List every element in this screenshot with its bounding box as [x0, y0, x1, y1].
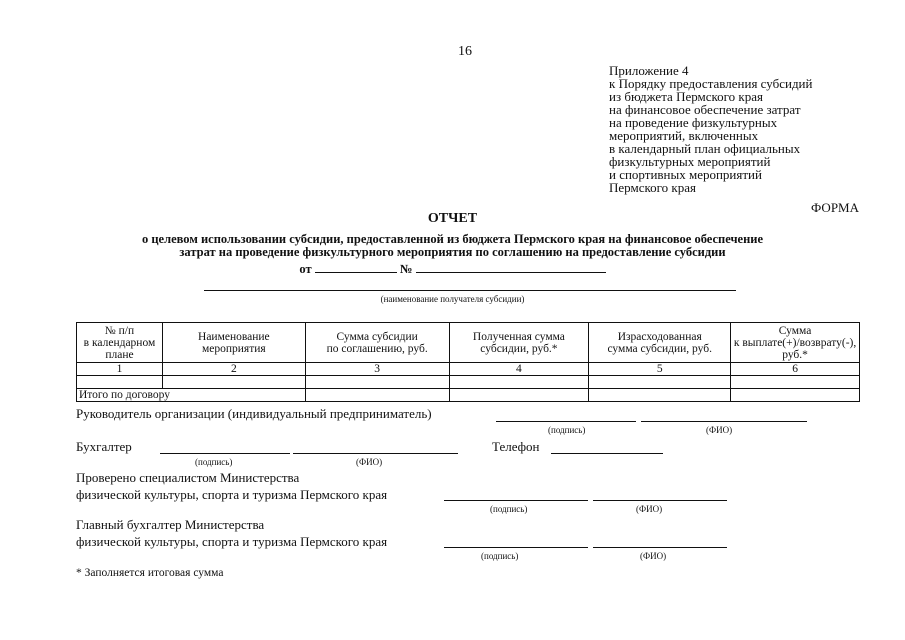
appendix-line: физкультурных мероприятий — [609, 154, 771, 169]
signature-caption: (подпись) — [195, 457, 233, 467]
name-caption: (ФИО) — [356, 457, 383, 467]
table-cell[interactable] — [305, 389, 449, 402]
table-row — [77, 376, 860, 389]
appendix-line: мероприятий, включенных — [609, 128, 759, 143]
appendix-line: на финансовое обеспечение затрат — [609, 102, 801, 117]
agreement-number-field[interactable] — [416, 261, 606, 273]
column-number-cell: 2 — [162, 363, 305, 376]
accountant-signature-field[interactable] — [160, 453, 290, 454]
appendix-block — [609, 64, 812, 194]
chief-name-field[interactable] — [593, 547, 727, 548]
specialist-signature-field[interactable] — [444, 500, 588, 501]
signature-caption: (подпись) — [548, 425, 586, 435]
ministry-check-label: Проверено специалистом Министерства — [76, 470, 300, 485]
header-cell: Сумма к выплате(+)/возврату(-), руб.* — [731, 323, 860, 363]
table-header-row — [77, 323, 860, 363]
appendix-line: Приложение 4 — [609, 63, 689, 78]
appendix-line: на проведение физкультурных — [609, 115, 778, 130]
specialist-name-field[interactable] — [593, 500, 727, 501]
table-cell[interactable] — [449, 376, 589, 389]
column-number-cell: 6 — [731, 363, 860, 376]
report-table — [76, 322, 860, 402]
table-cell[interactable] — [162, 376, 305, 389]
form-label: ФОРМА — [811, 200, 859, 215]
recipient-caption: (наименование получателя субсидии) — [380, 294, 525, 304]
date-field[interactable] — [315, 261, 397, 273]
chief-signature-field[interactable] — [444, 547, 588, 548]
report-subtitle-line1: о целевом использовании субсидии, предоставленной из бюджета Пермского края на финансовое обеспечение — [141, 232, 764, 246]
phone-field[interactable] — [551, 453, 663, 454]
chief-accountant-label: Главный бухгалтер Министерства — [76, 517, 265, 532]
table-cell[interactable] — [77, 376, 163, 389]
signature-caption: (подпись) — [481, 551, 519, 561]
appendix-line: Пермского края — [609, 180, 696, 195]
accountant-label: Бухгалтер — [76, 439, 132, 454]
total-label: Итого по договору — [77, 389, 306, 402]
column-number-cell: 3 — [305, 363, 449, 376]
head-signature-field[interactable] — [496, 421, 636, 422]
page-number: 16 — [458, 44, 472, 59]
signature-caption: (подпись) — [490, 504, 528, 514]
appendix-line: и спортивных мероприятий — [609, 167, 762, 182]
total-row — [77, 389, 860, 402]
footnote: * Заполняется итоговая сумма — [76, 567, 224, 579]
head-name-field[interactable] — [641, 421, 807, 422]
header-cell: Полученная сумма субсидии, руб.* — [449, 323, 589, 363]
name-caption: (ФИО) — [706, 425, 733, 435]
header-cell: Сумма субсидии по соглашению, руб. — [305, 323, 449, 363]
table-cell[interactable] — [305, 376, 449, 389]
phone-label: Телефон — [492, 439, 540, 454]
column-number-cell: 5 — [589, 363, 731, 376]
report-title: ОТЧЕТ — [427, 211, 478, 226]
table-cell[interactable] — [449, 389, 589, 402]
name-caption: (ФИО) — [636, 504, 663, 514]
ministry-name-label: физической культуры, спорта и туризма Пермского края — [76, 534, 388, 549]
table-cell[interactable] — [589, 389, 731, 402]
column-number-cell: 4 — [449, 363, 589, 376]
header-cell: Наименование мероприятия — [162, 323, 305, 363]
accountant-name-field[interactable] — [293, 453, 458, 454]
column-number-row — [77, 363, 860, 376]
appendix-line: в календарный план официальных — [609, 141, 801, 156]
date-number-line — [0, 261, 905, 276]
number-label: № — [399, 262, 413, 276]
table-cell[interactable] — [589, 376, 731, 389]
header-cell: № п/п в календарном плане — [77, 323, 163, 363]
report-subtitle-line2: затрат на проведение физкультурного мероприятия по соглашению на предоставление субсидии — [179, 245, 726, 259]
appendix-line: из бюджета Пермского края — [609, 89, 764, 104]
ministry-name-label: физической культуры, спорта и туризма Пермского края — [76, 487, 388, 502]
from-label: от — [299, 262, 312, 276]
recipient-name-field[interactable] — [204, 290, 736, 291]
table-cell[interactable] — [731, 389, 860, 402]
appendix-line: к Порядку предоставления субсидий — [609, 76, 813, 91]
name-caption: (ФИО) — [640, 551, 667, 561]
table-cell[interactable] — [731, 376, 860, 389]
column-number-cell: 1 — [77, 363, 163, 376]
header-cell: Израсходованная сумма субсидии, руб. — [589, 323, 731, 363]
head-label: Руководитель организации (индивидуальный предприниматель) — [76, 406, 432, 421]
